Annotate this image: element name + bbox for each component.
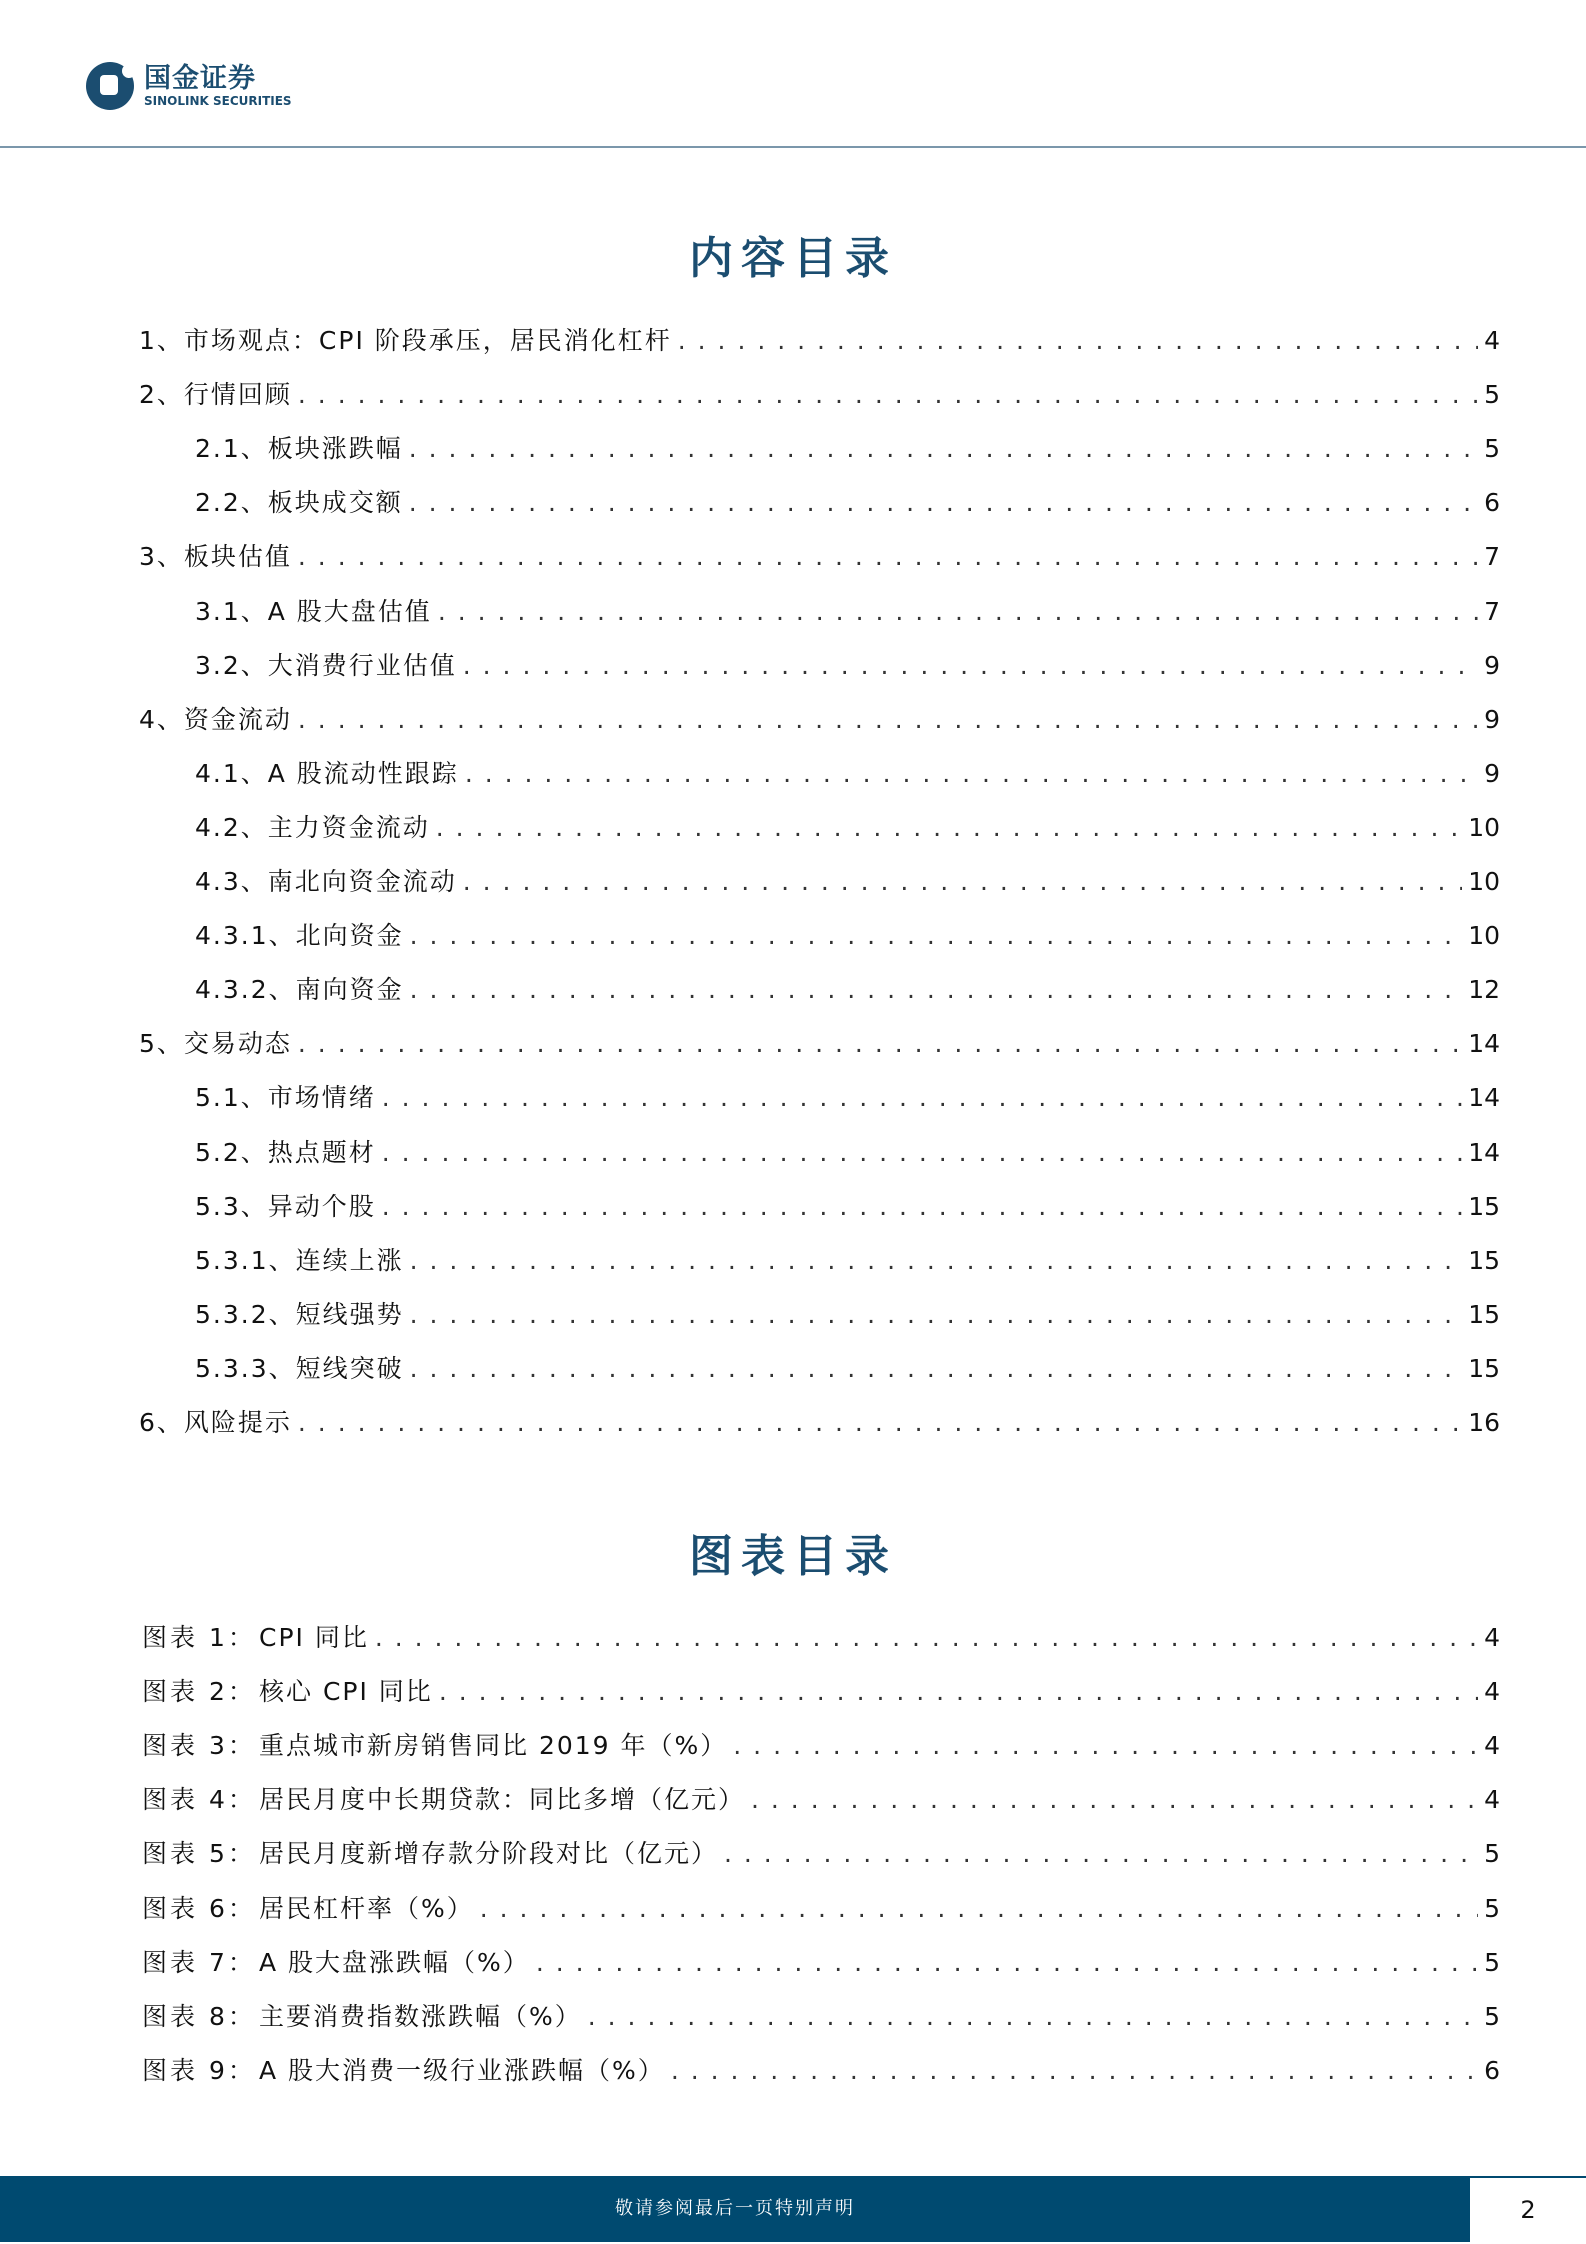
footer-disclaimer: 敬请参阅最后一页特别声明 — [0, 2176, 1470, 2242]
toc-entry-page: 14 — [1468, 1029, 1500, 1059]
dot-leader — [438, 594, 1478, 630]
toc-entry[interactable] — [195, 756, 1500, 792]
figure-title: 重点城市新房销售同比 2019 年（%） — [259, 1731, 728, 1761]
toc-entry-title: 5.3.1、连续上涨 — [195, 1245, 404, 1275]
figure-page: 4 — [1484, 1731, 1500, 1761]
toc-entry-title: 2、行情回顾 — [139, 380, 292, 410]
toc-entry[interactable] — [195, 1243, 1500, 1279]
figure-page: 4 — [1484, 1623, 1500, 1652]
dot-leader — [382, 1135, 1462, 1171]
toc-entry[interactable] — [139, 323, 1500, 359]
figure-label: 图表 8： — [142, 2001, 256, 2031]
toc-entry-page: 10 — [1468, 921, 1500, 951]
toc-entry[interactable] — [195, 648, 1500, 684]
figure-title: 居民月度新增存款分阶段对比（亿元） — [259, 1839, 719, 1869]
dot-leader — [298, 702, 1478, 738]
toc-entry[interactable] — [195, 431, 1500, 467]
toc-entry-page: 14 — [1468, 1083, 1500, 1113]
toc-entry[interactable] — [195, 810, 1500, 846]
figure-entry[interactable] — [142, 1782, 1500, 1818]
dot-leader — [382, 1189, 1462, 1225]
toc-entry-page: 4 — [1484, 326, 1500, 355]
figure-label: 图表 7： — [142, 1947, 256, 1977]
dot-leader — [463, 864, 1462, 900]
toc-entry-page: 15 — [1468, 1353, 1500, 1383]
figure-title: 居民杠杆率（%） — [259, 1893, 474, 1923]
figure-label: 图表 2： — [142, 1677, 256, 1707]
figure-title: 居民月度中长期贷款：同比多增（亿元） — [259, 1785, 746, 1815]
toc-entry[interactable] — [195, 972, 1500, 1008]
figure-page: 4 — [1484, 1677, 1500, 1707]
figure-title: CPI 同比 — [259, 1623, 369, 1652]
toc-entry-page: 15 — [1468, 1299, 1500, 1329]
toc-entry-title: 1、市场观点：CPI 阶段承压，居民消化杠杆 — [139, 326, 672, 355]
toc-entry[interactable] — [139, 1405, 1500, 1441]
toc-entry-title: 5.3.2、短线强势 — [195, 1299, 404, 1329]
toc-entry-page: 5 — [1484, 380, 1500, 410]
dot-leader — [751, 1782, 1478, 1818]
figure-label: 图表 6： — [142, 1893, 256, 1923]
figure-label: 图表 3： — [142, 1731, 256, 1761]
figure-title: A 股大盘涨跌幅（%） — [259, 1947, 530, 1977]
dot-leader — [409, 431, 1478, 467]
toc-entry-title: 2.2、板块成交额 — [195, 488, 403, 518]
dot-leader — [375, 1620, 1478, 1656]
figure-page: 5 — [1484, 2001, 1500, 2031]
toc-entry-title: 3、板块估值 — [139, 542, 292, 572]
toc-entry-page: 15 — [1468, 1191, 1500, 1221]
toc-entry-page: 14 — [1468, 1137, 1500, 1167]
figure-entry[interactable] — [142, 1674, 1500, 1710]
toc-entry-title: 4.3.2、南向资金 — [195, 975, 404, 1005]
figures-title: 图表目录 — [689, 1531, 897, 1582]
toc-entry[interactable] — [195, 864, 1500, 900]
toc-entry[interactable] — [139, 539, 1500, 575]
dot-leader — [410, 972, 1463, 1008]
figure-entry[interactable] — [142, 1999, 1500, 2035]
toc-entry-title: 4、资金流动 — [139, 704, 292, 734]
toc-entry[interactable] — [195, 1297, 1500, 1333]
dot-leader — [733, 1728, 1478, 1764]
toc-entry[interactable] — [195, 1080, 1500, 1116]
dot-leader — [671, 2053, 1478, 2089]
toc-entry-title: 4.2、主力资金流动 — [195, 812, 430, 842]
toc-entry-page: 16 — [1468, 1408, 1500, 1437]
figure-entry[interactable] — [142, 1620, 1500, 1656]
figure-page: 5 — [1484, 1839, 1500, 1869]
dot-leader — [298, 377, 1478, 413]
toc-entry-title: 4.3、南北向资金流动 — [195, 867, 457, 896]
figure-label: 图表 9： — [142, 2055, 256, 2085]
toc-entry-page: 10 — [1468, 867, 1500, 896]
dot-leader — [463, 648, 1478, 684]
dot-leader — [465, 756, 1478, 792]
company-logo — [86, 62, 292, 110]
dot-leader — [298, 1026, 1462, 1062]
toc-entry-title: 4.3.1、北向资金 — [195, 921, 404, 951]
dot-leader — [724, 1836, 1478, 1872]
figure-entry[interactable] — [142, 1728, 1500, 1764]
dot-leader — [410, 1297, 1463, 1333]
toc-entry-title: 5、交易动态 — [139, 1029, 292, 1059]
logo-chinese-name: 国金证券 — [144, 63, 256, 94]
toc-entry-page: 10 — [1468, 812, 1500, 842]
toc-entry-title: 5.3、异动个股 — [195, 1191, 376, 1221]
dot-leader — [298, 539, 1478, 575]
toc-entry-page: 15 — [1468, 1245, 1500, 1275]
toc-entry-page: 12 — [1468, 975, 1500, 1005]
figure-label: 图表 4： — [142, 1785, 256, 1815]
dot-leader — [588, 1999, 1478, 2035]
figure-entry[interactable] — [142, 1945, 1500, 1981]
toc-entry-title: 2.1、板块涨跌幅 — [195, 434, 403, 464]
figure-label: 图表 1： — [142, 1623, 256, 1652]
toc-entry[interactable] — [139, 377, 1500, 413]
toc-entry[interactable] — [195, 1351, 1500, 1387]
toc-entry[interactable] — [195, 594, 1500, 630]
figure-page: 4 — [1484, 1785, 1500, 1815]
toc-entry-title: 5.1、市场情绪 — [195, 1083, 376, 1113]
toc-entry-title: 5.2、热点题材 — [195, 1137, 376, 1167]
figure-page: 5 — [1484, 1947, 1500, 1977]
toc-entry[interactable] — [195, 918, 1500, 954]
toc-entry-page: 9 — [1484, 758, 1500, 788]
dot-leader — [382, 1080, 1462, 1116]
figure-title: 主要消费指数涨跌幅（%） — [259, 2001, 582, 2031]
toc-entry-page: 9 — [1484, 650, 1500, 680]
figure-label: 图表 5： — [142, 1839, 256, 1869]
figure-page: 6 — [1484, 2055, 1500, 2085]
dot-leader — [410, 1351, 1463, 1387]
dot-leader — [409, 485, 1478, 521]
figure-page: 5 — [1484, 1893, 1500, 1923]
toc-entry[interactable] — [195, 1135, 1500, 1171]
toc-entry[interactable] — [195, 1189, 1500, 1225]
dot-leader — [536, 1945, 1478, 1981]
toc-entry-title: 3.2、大消费行业估值 — [195, 650, 457, 680]
toc-entry-title: 4.1、A 股流动性跟踪 — [195, 758, 459, 788]
toc-entry[interactable] — [195, 485, 1500, 521]
figure-entry[interactable] — [142, 1836, 1500, 1872]
logo-english-name: SINOLINK SECURITIES — [144, 94, 292, 108]
toc-entry-title: 3.1、A 股大盘估值 — [195, 596, 432, 626]
figure-entry[interactable] — [142, 1891, 1500, 1927]
dot-leader — [410, 1243, 1463, 1279]
toc-entry-page: 6 — [1484, 488, 1500, 518]
toc-entry[interactable] — [139, 702, 1500, 738]
toc-entry-title: 6、风险提示 — [139, 1408, 292, 1437]
figure-title: 核心 CPI 同比 — [259, 1677, 433, 1707]
dot-leader — [480, 1891, 1478, 1927]
toc-entry-page: 9 — [1484, 704, 1500, 734]
dot-leader — [678, 323, 1478, 359]
figure-entry[interactable] — [142, 2053, 1500, 2089]
toc-entry-page: 5 — [1484, 434, 1500, 464]
toc-entry-page: 7 — [1484, 596, 1500, 626]
toc-entry-page: 7 — [1484, 542, 1500, 572]
toc-entry-title: 5.3.3、短线突破 — [195, 1353, 404, 1383]
toc-title: 内容目录 — [689, 233, 897, 284]
dot-leader — [410, 918, 1463, 954]
dot-leader — [298, 1405, 1462, 1441]
dot-leader — [439, 1674, 1478, 1710]
dot-leader — [436, 810, 1462, 846]
figure-title: A 股大消费一级行业涨跌幅（%） — [259, 2055, 665, 2085]
logo-mark-icon — [86, 62, 134, 110]
page-number: 2 — [1520, 2196, 1536, 2224]
toc-entry[interactable] — [139, 1026, 1500, 1062]
header-divider — [0, 146, 1586, 148]
